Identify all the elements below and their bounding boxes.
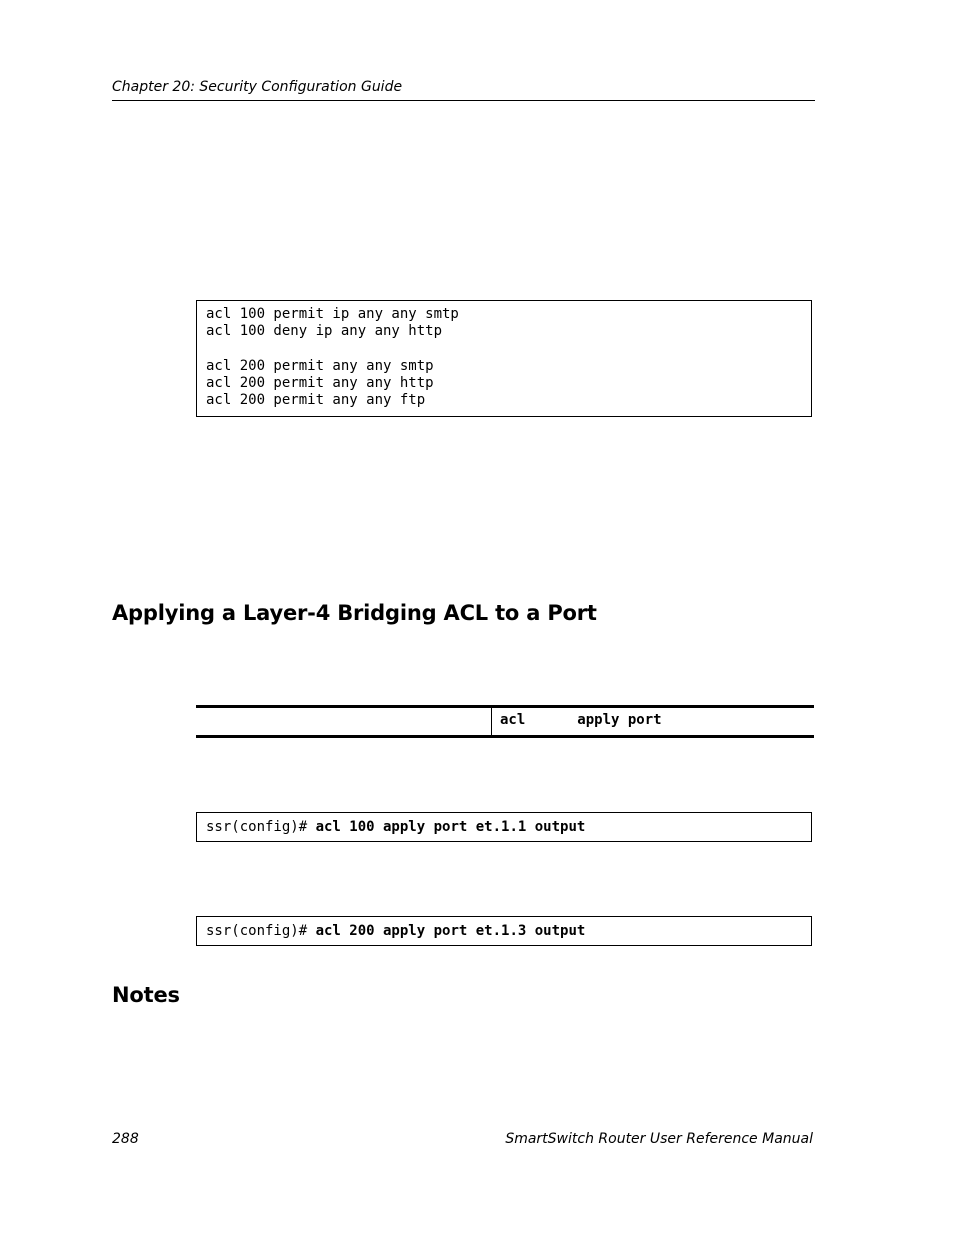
cli-prompt: ssr(config)# <box>206 819 316 835</box>
table-divider <box>491 708 492 735</box>
code-line: acl 200 permit any any ftp <box>206 391 426 408</box>
running-header: Chapter 20: Security Configuration Guide <box>112 79 403 95</box>
code-line: acl 200 permit any any http <box>206 374 434 391</box>
example-command-1 <box>196 812 812 842</box>
code-line: acl 100 permit ip any any smtp <box>206 306 459 322</box>
manual-title: SmartSwitch Router User Reference Manual <box>505 1131 813 1147</box>
cli-prompt: ssr(config)# <box>206 923 316 939</box>
syntax-keyword: acl <box>500 712 526 728</box>
syntax-rest: apply port <box>577 712 662 728</box>
section-heading-notes: Notes <box>112 983 180 1007</box>
cli-command: acl 200 apply port et.1.3 output <box>315 923 586 939</box>
acl-config-code-block <box>196 300 812 417</box>
page-number: 288 <box>112 1131 139 1147</box>
cli-command: acl 100 apply port et.1.1 output <box>315 819 586 835</box>
section-heading-apply-acl: Applying a Layer-4 Bridging ACL to a Port <box>112 601 597 625</box>
command-syntax <box>500 712 662 728</box>
header-rule <box>112 100 815 101</box>
code-line: acl 200 permit any any smtp <box>206 357 434 374</box>
code-line <box>206 340 802 357</box>
command-table <box>196 705 814 738</box>
code-line: acl 100 deny ip any any http <box>206 323 443 340</box>
example-command-2 <box>196 916 812 946</box>
